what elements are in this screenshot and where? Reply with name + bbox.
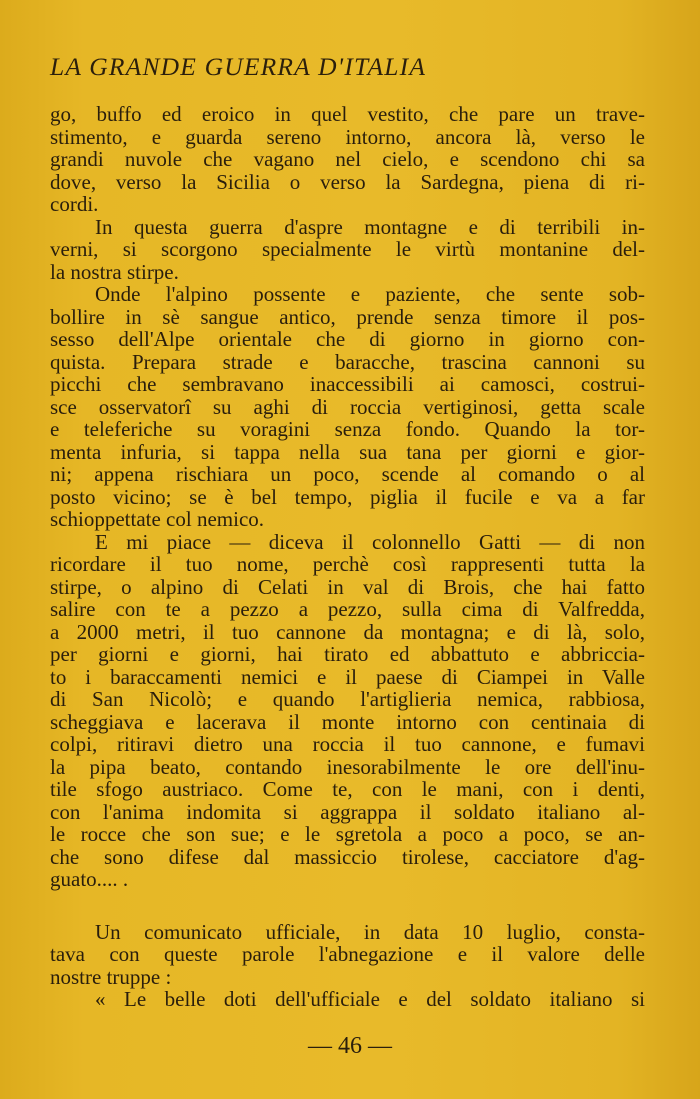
text-line: scheggiava e lacerava il monte intorno con centinaia di — [50, 709, 645, 734]
text-line: « Le belle doti dell'ufficiale e del soldato italiano si — [95, 987, 645, 1011]
text-line: sce osservatorî su aghi di roccia vertiginosi, getta scale — [50, 394, 645, 419]
text-line: cordi. — [50, 192, 99, 216]
text-line: ricordare il tuo nome, perchè così rappresenti tutta la — [50, 552, 645, 576]
text-line: sesso dell'Alpe orientale che di giorno in giorno con- — [50, 327, 645, 351]
text-line: Un comunicato ufficiale, in data 10 luglio, consta- — [95, 919, 645, 944]
text-line: e teleferiche su voragini senza fondo. Quando la tor- — [50, 417, 645, 441]
text-line: guato.... . — [50, 867, 129, 891]
paragraph — [50, 103, 645, 216]
paragraph — [50, 216, 645, 284]
text-line: colpi, ritiravi dietro una roccia il tuo cannone, e fumavi — [50, 732, 645, 756]
text-line: In questa guerra d'aspre montagne e di terribili in- — [95, 214, 645, 239]
text-line: la pipa beato, contando inesorabilmente le ore dell'inu- — [50, 754, 645, 779]
text-line: to i baraccamenti nemici e il paese di Ciampei in Valle — [50, 664, 645, 689]
text-line: go, buffo ed eroico in quel vestito, che pare un trave- — [50, 102, 645, 126]
paragraph — [50, 531, 645, 891]
text-line: che sono difese dal massiccio tirolese, cacciatore d'ag- — [50, 844, 645, 869]
text-line: per giorni e giorni, hai tirato ed abbattuto e abbriccia- — [50, 642, 645, 666]
paragraph-gap — [50, 891, 645, 921]
text-line: dove, verso la Sicilia o verso la Sardegna, piena di ri- — [50, 169, 645, 194]
text-line: quista. Prepara strade e baracche, trascina cannoni su — [50, 349, 645, 374]
text-line: ni; appena rischiara un poco, scende al comando o al — [50, 462, 645, 486]
text-line: posto vicino; se è bel tempo, piglia il fucile e va a far — [50, 484, 645, 509]
text-line: con l'anima indomita si aggrappa il soldato italiano al- — [50, 799, 645, 824]
text-line: stimento, e guarda sereno intorno, ancora là, verso le — [50, 124, 645, 149]
text-line: stirpe, o alpino di Celati in val di Brois, che hai fatto — [50, 574, 645, 599]
page-number: — 46 — — [308, 1033, 392, 1059]
text-line: menta infuria, si tappa nella sua tana per giorni e gior- — [50, 439, 645, 464]
paragraph — [50, 988, 645, 1011]
text-line: Onde l'alpino possente e paziente, che sente sob- — [95, 282, 645, 306]
text-line: tile sfogo austriaco. Come te, con le mani, con i denti, — [50, 777, 645, 801]
text-line: bollire in sè sangue antico, prende senza timore il pos- — [50, 304, 645, 329]
text-line: verni, si scorgono specialmente le virtù montanine del- — [50, 237, 645, 261]
text-line: le rocce che son sue; e le sgretola a poco a poco, se an- — [50, 822, 645, 846]
text-line: grandi nuvole che vagano nel cielo, e scendono chi sa — [50, 147, 645, 171]
text-line: di San Nicolò; e quando l'artiglieria nemica, rabbiosa, — [50, 687, 645, 711]
paragraph — [50, 283, 645, 531]
text-line: nostre truppe : — [50, 964, 172, 989]
body-text — [50, 103, 645, 1011]
text-line: picchi che sembravano inaccessibili ai camosci, costrui- — [50, 372, 645, 396]
paragraph — [50, 921, 645, 989]
text-line: schioppettate col nemico. — [50, 507, 265, 531]
text-line: salire con te a pezzo a pezzo, sulla cima di Valfredda, — [50, 597, 645, 621]
text-line: a 2000 metri, il tuo cannone da montagna; e di là, solo, — [50, 619, 645, 644]
text-line: la nostra stirpe. — [50, 259, 179, 284]
text-line: tava con queste parole l'abnegazione e il valore delle — [50, 942, 645, 966]
text-line: E mi piace — diceva il colonnello Gatti — di non — [95, 529, 645, 554]
running-title: LA GRANDE GUERRA D'ITALIA — [50, 52, 427, 81]
